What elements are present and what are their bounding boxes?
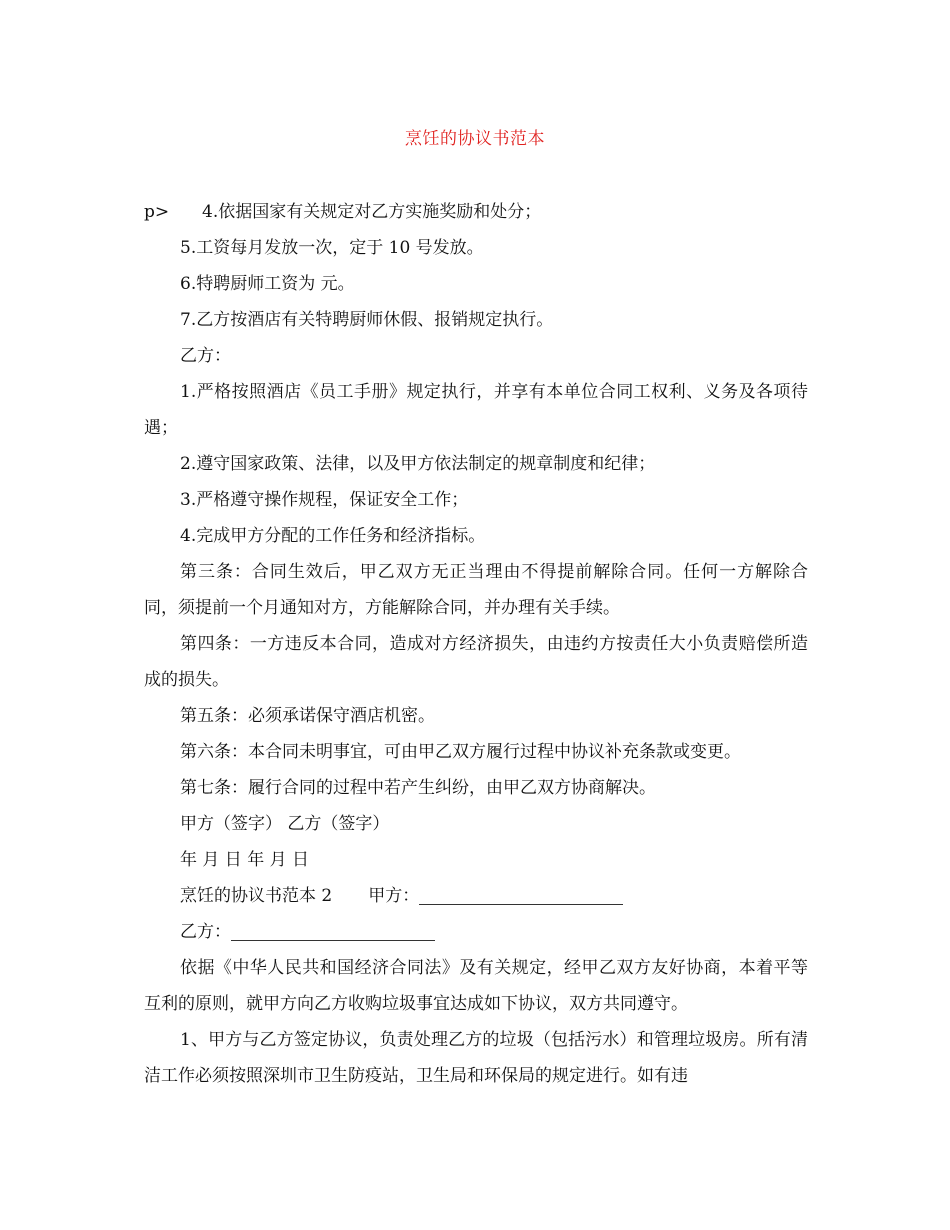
paragraph: 1、甲方与乙方签定协议，负责处理乙方的垃圾（包括污水）和管理垃圾房。所有清洁工作必须按照深圳市卫生防疫站，卫生局和环保局的规定进行。如有违 <box>144 1030 808 1086</box>
paragraph: 6.特聘厨师工资为 元。 <box>180 274 355 294</box>
section2-heading-line <box>144 878 808 914</box>
stray-prefix: p> <box>144 202 170 222</box>
paragraph: 5.工资每月发放一次，定于 10 号发放。 <box>180 238 484 258</box>
paragraph: 4.完成甲方分配的工作任务和经济指标。 <box>180 526 486 546</box>
paragraph: 7.乙方按酒店有关特聘厨师休假、报销规定执行。 <box>180 310 554 330</box>
paragraph: 甲方（签字） 乙方（签字） <box>180 814 390 834</box>
paragraph: 1.严格按照酒店《员工手册》规定执行，并享有本单位合同工权利、义务及各项待遇； <box>144 382 808 438</box>
paragraph: 3.严格遵守操作规程，保证安全工作； <box>180 490 469 510</box>
paragraph: 乙方： <box>180 346 231 366</box>
paragraph: 年 月 日 年 月 日 <box>180 850 310 870</box>
paragraph: 第四条：一方违反本合同，造成对方经济损失，由违约方按责任大小负责赔偿所造成的损失。 <box>144 634 808 690</box>
paragraph-text: 4.依据国家有关规定对乙方实施奖励和处分； <box>202 202 542 222</box>
party-b-label: 乙方： <box>180 922 231 942</box>
party-a-label: 甲方： <box>368 886 420 906</box>
paragraph: 第六条：本合同未明事宜，可由甲乙双方履行过程中协议补充条款或变更。 <box>180 742 741 762</box>
section2-heading: 烹饪的协议书范本 2 <box>180 886 333 906</box>
paragraph <box>144 194 808 230</box>
document-title: 烹饪的协议书范本 <box>405 129 545 149</box>
paragraph: 第七条：履行合同的过程中若产生纠纷，由甲乙双方协商解决。 <box>180 778 656 798</box>
party-b-line <box>144 914 808 950</box>
paragraph: 依据《中华人民共和国经济合同法》及有关规定，经甲乙双方友好协商，本着平等互利的原则，就甲方向乙方收购垃圾事宜达成如下协议，双方共同遵守。 <box>144 958 808 1014</box>
paragraph: 第三条：合同生效后，甲乙双方无正当理由不得提前解除合同。任何一方解除合同，须提前一个月通知对方，方能解除合同，并办理有关手续。 <box>144 562 808 618</box>
party-a-blank <box>419 884 623 905</box>
paragraph: 2.遵守国家政策、法律，以及甲方依法制定的规章制度和纪律； <box>180 454 656 474</box>
document-body <box>144 194 808 1094</box>
paragraph: 第五条：必须承诺保守酒店机密。 <box>180 706 435 726</box>
party-b-blank <box>231 920 435 941</box>
